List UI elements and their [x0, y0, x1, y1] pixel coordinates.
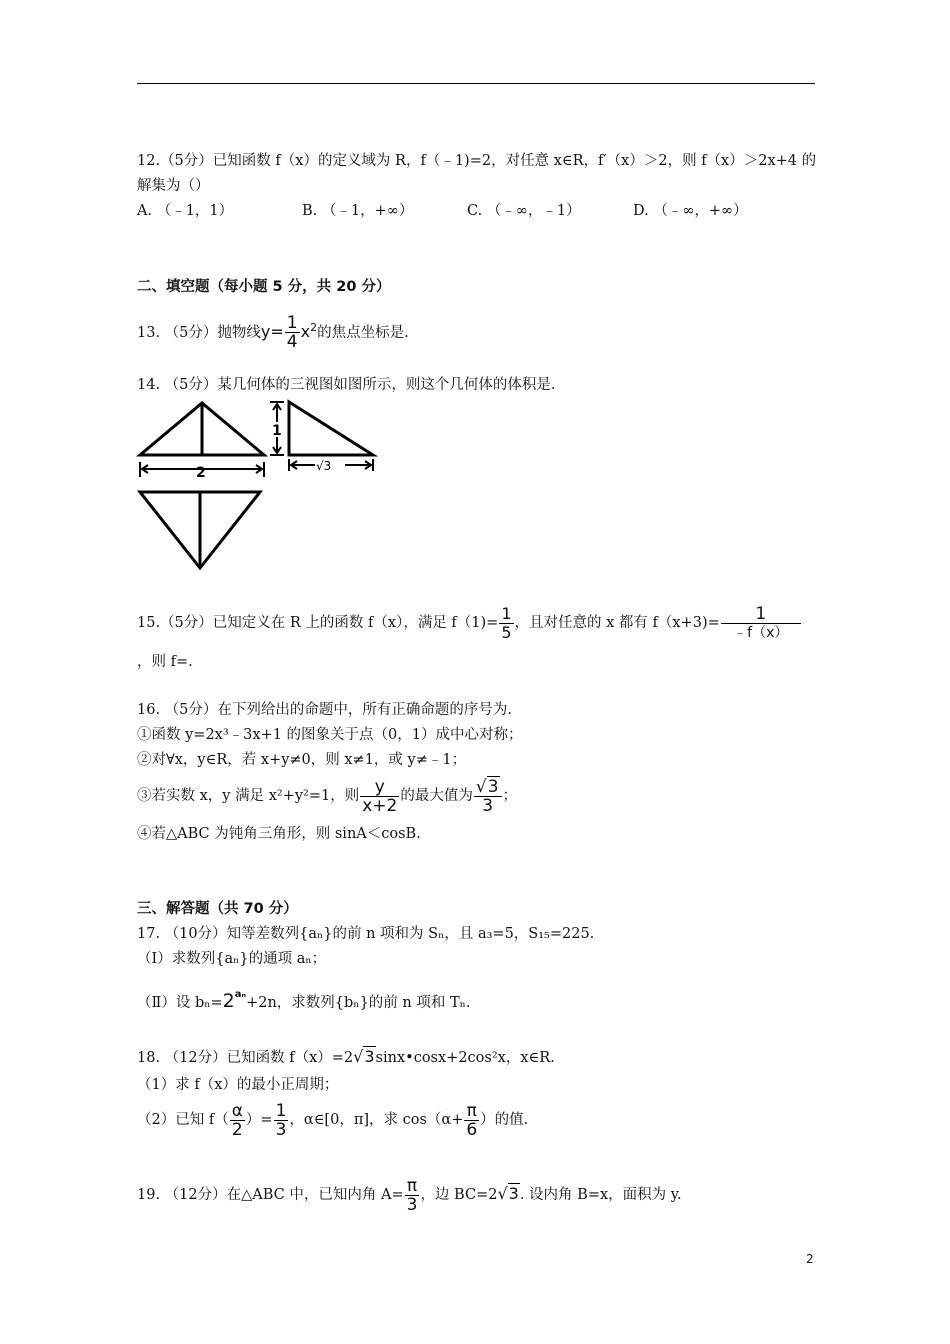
q16-item3-suffix: ；: [502, 788, 518, 804]
q19-middle: ，边 BC=2: [420, 1187, 498, 1203]
q13-fraction: [285, 314, 300, 351]
q18-line2: （1）求 f（x）的最小正周期；: [137, 1077, 339, 1093]
q19-fraction: [405, 1177, 420, 1214]
q16-item3-middle: 的最大值为: [400, 788, 473, 804]
q15-line1: [137, 603, 802, 643]
front-width-label: 2: [196, 465, 206, 481]
q18-alpha-numerator: α: [231, 1100, 243, 1121]
q16-item3-prefix: ③若实数 x，y 满足 x²+y²=1，则: [137, 788, 360, 804]
q16-item3-result-denominator: 3: [474, 796, 502, 815]
q15-numerator-1: 1: [501, 603, 512, 623]
q18-line3: [137, 1100, 528, 1140]
q17-line2: （Ⅰ）求数列{aₙ}的通项 aₙ；: [137, 951, 327, 967]
q12-line1: 12.（5分）已知函数 f（x）的定义域为 R，f（﹣1)=2，对任意 x∈R，f′（x）＞2，则 f（x）＞2x+4 的: [137, 153, 817, 169]
q18-sqrt: √3: [353, 1047, 375, 1066]
side-height-label: 1: [272, 423, 282, 439]
q16-item1: ①函数 y=2x³﹣3x+1 的图象关于点（0，1）成中心对称；: [137, 727, 523, 743]
q13-suffix: 的焦点坐标是.: [317, 324, 409, 341]
q13: [137, 310, 409, 351]
q12-option-b: B. （﹣1，+∞）: [302, 203, 414, 219]
q15-fraction-2: [721, 605, 801, 642]
q16-text: 16. （5分）在下列给出的命题中，所有正确命题的序号为.: [137, 702, 513, 718]
q15-denominator-1: 5: [501, 622, 512, 642]
q19-suffix: . 设内角 B=x，面积为 y.: [519, 1187, 682, 1203]
q18-line1-suffix: sinx•cosx+2cos²x，x∈R.: [375, 1050, 555, 1066]
side-width-label: √3: [316, 459, 332, 473]
q18-alpha-fraction: [230, 1102, 245, 1139]
q13-denominator: 4: [286, 332, 298, 353]
q18-line3-suffix: ）的值.: [480, 1112, 529, 1128]
q17-line3-prefix: （Ⅱ）设 bₙ=: [137, 995, 223, 1011]
side-view: [289, 402, 373, 455]
q15-middle: ，且对任意的 x 都有 f（x+3)=: [514, 615, 720, 631]
q16-item3-radicand: 3: [487, 776, 499, 797]
q18-radicand: 3: [364, 1047, 375, 1066]
q12-option-c: C. （﹣∞，﹣1）: [467, 203, 581, 219]
q16-item3-fraction: [360, 778, 399, 815]
q12-option-d: D. （﹣∞，+∞）: [633, 203, 748, 219]
three-view-figure: [133, 395, 383, 575]
q19-prefix: 19. （12分）在△ABC 中，已知内角 A=: [137, 1187, 404, 1203]
section-solutions-heading: 三、解答题（共 70 分）: [137, 901, 298, 917]
q16-item4: ④若△ABC 为钝角三角形，则 sinA＜cosB.: [137, 826, 421, 842]
q13-numerator: 1: [286, 313, 298, 334]
q15-line2: ，则 f=.: [137, 654, 193, 670]
front-view: [140, 403, 264, 455]
q19-sqrt: √3: [497, 1184, 519, 1203]
q14-text: 14. （5分）某几何体的三视图如图所示，则这个几何体的体积是.: [137, 377, 556, 393]
q18-alpha-denominator: 2: [230, 1120, 245, 1139]
section-fill-in-heading: 二、填空题（每小题 5 分，共 20 分）: [137, 279, 391, 295]
q18-line1: [137, 1044, 555, 1071]
q18-value-denominator: 3: [275, 1119, 287, 1140]
q15-fraction-1: [499, 605, 513, 642]
q19: [137, 1174, 682, 1215]
q15-prefix: 15.（5分）已知定义在 R 上的函数 f（x），满足 f（1)=: [137, 615, 499, 631]
q16-item3-result: [474, 778, 502, 815]
q16-item3-result-numerator: √3: [475, 776, 499, 797]
q12-option-a: A. （﹣1，1）: [137, 203, 234, 219]
q18-line1-prefix: 18. （12分）已知函数 f（x）=2: [137, 1050, 354, 1066]
q18-pi-denominator: 6: [466, 1119, 478, 1140]
top-view: [140, 492, 260, 568]
q15-numerator-2: 1: [755, 603, 767, 624]
q13-x: x: [300, 321, 311, 341]
q17-line1: 17. （10分）知等差数列{aₙ}的前 n 项和为 Sₙ，且 a₃=5，S₁₅=225.: [137, 926, 595, 942]
q18-line3-middle: ，α∈[0，π]，求 cos（α+: [289, 1112, 464, 1128]
q16-item2: ②对∀x，y∈R，若 x+y≠0，则 x≠1，或 y≠﹣1；: [137, 752, 467, 768]
q13-y-eq: y=: [260, 321, 284, 341]
q13-exponent: 2: [310, 321, 318, 334]
q18-pi-numerator: π: [466, 1100, 477, 1121]
q18-value-fraction: [274, 1102, 289, 1139]
q16-item3-denominator: x+2: [362, 795, 398, 816]
q18-value-numerator: 1: [275, 1100, 287, 1121]
q18-line3-prefix: （2）已知 f（: [137, 1112, 229, 1128]
q15-denominator-2: ﹣f（x）: [721, 623, 801, 642]
q16-item3-numerator: y: [374, 776, 385, 797]
q18-pi-fraction: [464, 1102, 479, 1139]
q17-line3-suffix: +2n，求数列{bₙ}的前 n 项和 Tₙ.: [246, 995, 471, 1011]
q19-radicand: 3: [508, 1184, 519, 1203]
page-number: 2: [806, 1252, 814, 1266]
q16-item3: [137, 776, 517, 816]
q19-numerator: π: [406, 1175, 418, 1196]
q19-denominator: 3: [406, 1194, 418, 1215]
q17-power-base: 2: [222, 990, 235, 1012]
q17-line3: [137, 980, 471, 1018]
q17-power-exponent: aₙ: [234, 989, 247, 1000]
q18-line3-equals: ）=: [245, 1112, 273, 1128]
q12-line2: 解集为（）: [137, 178, 210, 194]
q13-prefix: 13. （5分）抛物线: [137, 324, 261, 341]
header-rule: [137, 83, 815, 84]
